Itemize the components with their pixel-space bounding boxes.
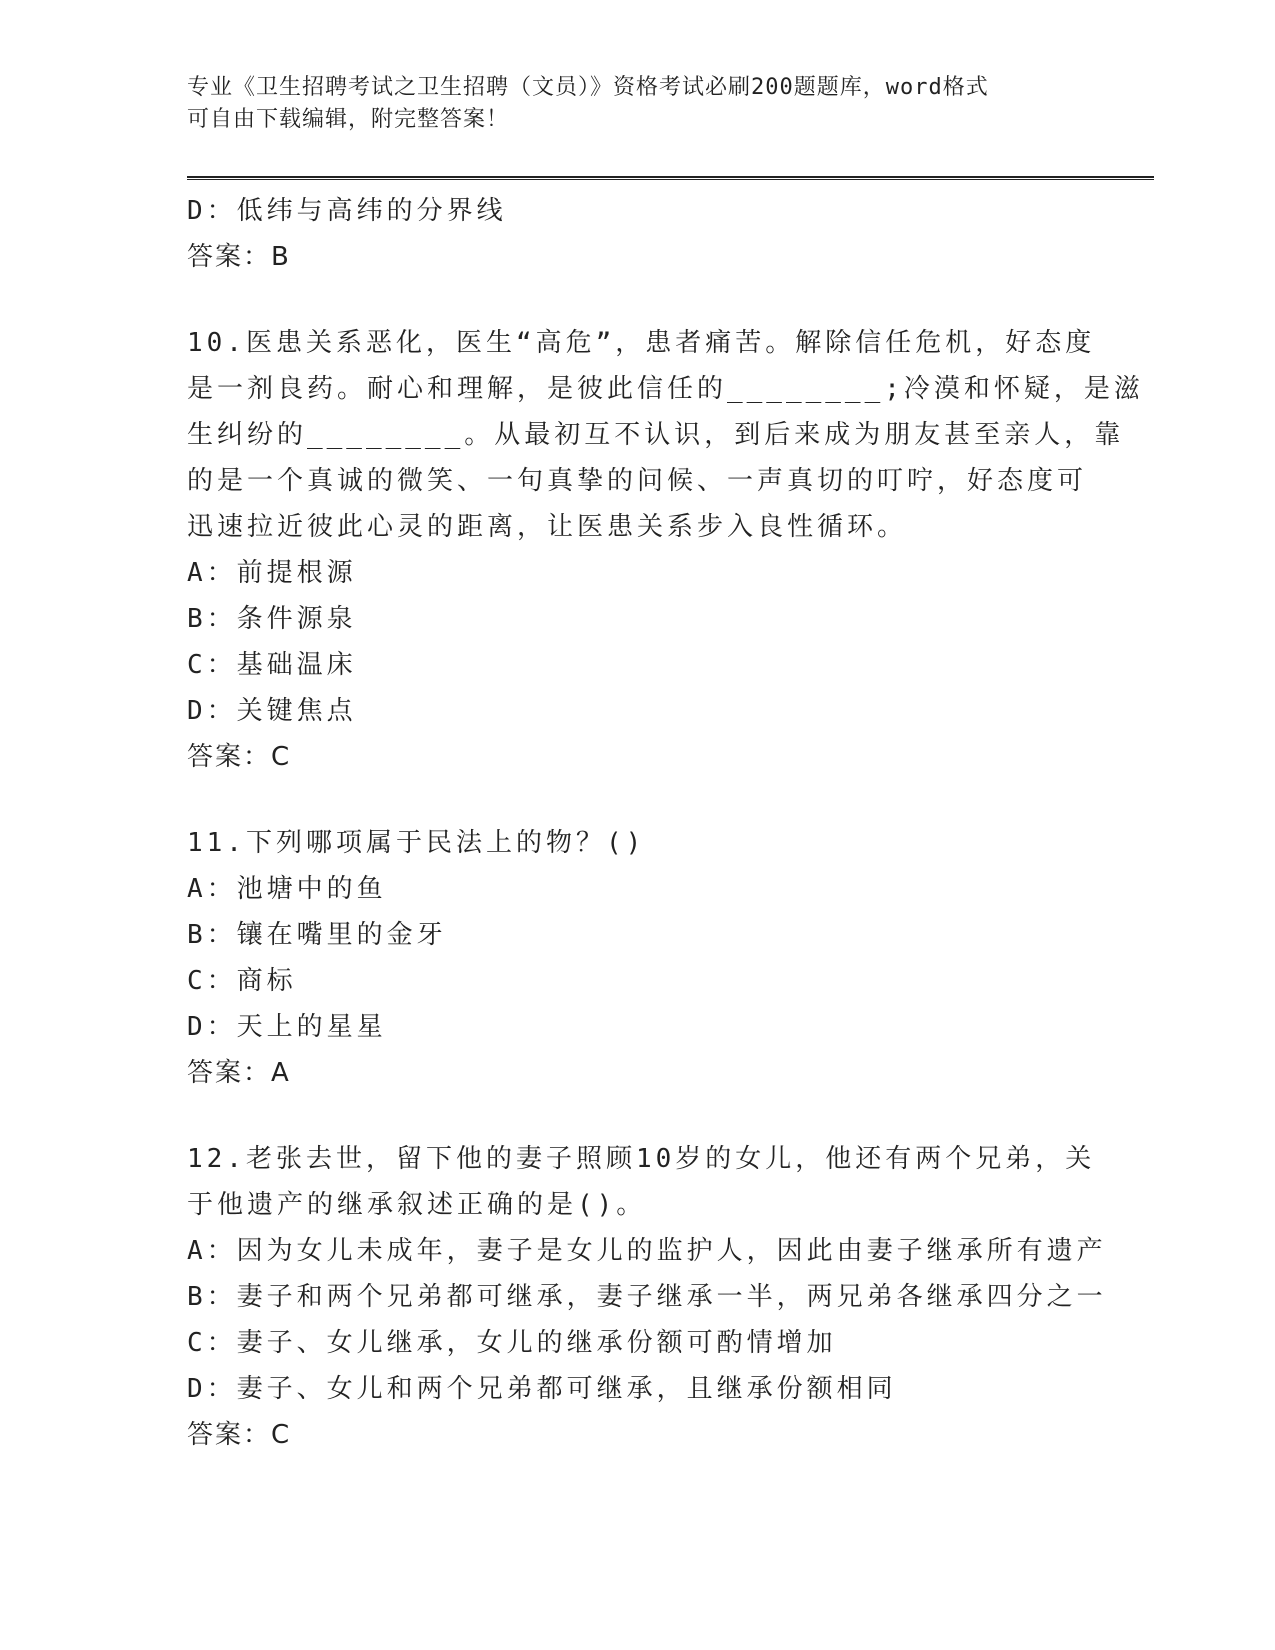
- header-title-line-1: 专业《卫生招聘考试之卫生招聘（文员）》资格考试必刷200题题库，word格式: [187, 75, 989, 100]
- question-12-option-b: B：妻子和两个兄弟都可继承，妻子继承一半，两兄弟各继承四分之一: [187, 1282, 1107, 1312]
- question-10-answer: 答案：C: [187, 742, 292, 772]
- question-11-option-a: A：池塘中的鱼: [187, 874, 387, 904]
- question-10-stem-line: 的是一个真诚的微笑、一句真挚的问候、一声真切的叮咛，好态度可: [187, 466, 1088, 496]
- header-title-line-2: 可自由下载编辑，附完整答案！: [187, 107, 510, 132]
- question-12: [187, 1136, 1107, 1458]
- question-12-stem-line: 12.老张去世，留下他的妻子照顾10岁的女儿，他还有两个兄弟，关: [187, 1144, 1096, 1174]
- question-10-option-c: C：基础温床: [187, 650, 357, 680]
- spacer: [187, 1096, 1087, 1136]
- question-11-option-c: C：商标: [187, 966, 297, 996]
- question-10-stem-line: 是一剂良药。耐心和理解，是彼此信任的________;冷漠和怀疑，是滋: [187, 374, 1144, 404]
- question-content: [187, 188, 1144, 1458]
- spacer: [187, 780, 1087, 820]
- question-10-stem-line: 迅速拉近彼此心灵的距离，让医患关系步入良性循环。: [187, 512, 908, 542]
- question-11-stem: 11.下列哪项属于民法上的物？(): [187, 828, 646, 858]
- prev-option-d: D：低纬与高纬的分界线: [187, 196, 507, 226]
- question-12-answer: 答案：C: [187, 1420, 292, 1450]
- question-11-answer: 答案：A: [187, 1058, 291, 1088]
- header-divider: [187, 176, 1154, 180]
- question-10-option-b: B：条件源泉: [187, 604, 357, 634]
- question-10-stem-line: 10.医患关系恶化，医生“高危”，患者痛苦。解除信任危机，好态度: [187, 328, 1096, 358]
- question-12-option-c: C：妻子、女儿继承，女儿的继承份额可酌情增加: [187, 1328, 837, 1358]
- question-11: [187, 820, 1087, 1096]
- question-10-stem-line: 生纠纷的________。从最初互不认识，到后来成为朋友甚至亲人，靠: [187, 420, 1125, 450]
- question-10-option-a: A：前提根源: [187, 558, 357, 588]
- spacer: [187, 280, 1087, 320]
- prev-answer: 答案：B: [187, 242, 291, 272]
- question-12-option-d: D：妻子、女儿和两个兄弟都可继承，且继承份额相同: [187, 1374, 897, 1404]
- question-11-option-b: B：镶在嘴里的金牙: [187, 920, 447, 950]
- question-10-option-d: D：关键焦点: [187, 696, 357, 726]
- question-12-option-a: A：因为女儿未成年，妻子是女儿的监护人，因此由妻子继承所有遗产: [187, 1236, 1107, 1266]
- question-10: [187, 320, 1144, 780]
- document-header: [187, 72, 1067, 136]
- question-11-option-d: D：天上的星星: [187, 1012, 387, 1042]
- question-12-stem-line: 于他遗产的继承叙述正确的是()。: [187, 1190, 647, 1220]
